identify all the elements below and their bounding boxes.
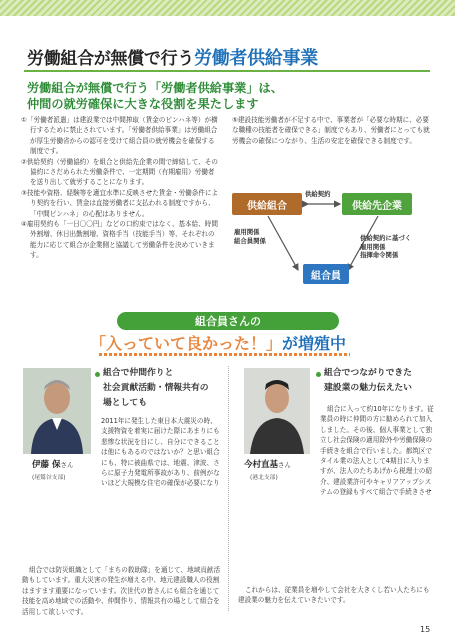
person1-bullet (95, 372, 100, 377)
person2-bullet (316, 372, 321, 377)
page-title (27, 44, 318, 70)
employment-arrow-left (268, 216, 298, 270)
employment-left-label (234, 228, 266, 245)
list-item: ②供給契約（労働協約）を組合と供給先企業の間で締結して、その協約にさだめられた労働条件で、一定期間（有期雇用）労働者を送り出して就労することになります。 (21, 157, 218, 187)
column-divider (228, 366, 230, 611)
right-column (232, 115, 432, 146)
person1-body2: 組合では防災組織として「まちの救助隊」を通じて、地域貢献活動もしています。重大災害の発生が増える中、地元建設職人の役割はますます重要になっています。次世代の皆さんにも組合を通じて技能を高め地域での活動や、仲間作り、情報共有の場として組合を活用して欲しいです。 (22, 566, 221, 616)
heading-underline (99, 353, 350, 356)
person2-body-lower (238, 498, 434, 570)
diagram-member-box: 組合員 (303, 264, 349, 284)
title-highlight: 労働者供給事業 (194, 48, 318, 69)
section-pill: 組合員さんの (117, 312, 339, 330)
diagram-union-box: 供給組合 (232, 193, 302, 215)
employment-left-line: 雇用関係 (234, 228, 260, 236)
person2-portrait (244, 368, 310, 454)
header-stripe (0, 0, 455, 16)
heading-line: 場としても (103, 398, 147, 408)
person1-heading (103, 366, 209, 411)
employment-right-line: 供給契約に基づく (360, 234, 412, 242)
list-item: ①「労働者派遣」は建設業では中間搾取（賃金のピンハネ等）が横行するために禁止されています。「労働者供給事業」は労働組合が厚生労働省からの認可を受けて組合員の就労機会を確保する制度です。 (21, 116, 218, 156)
heading-line: 建設業の魅力伝えたい (324, 383, 412, 393)
employment-right-label (360, 234, 411, 260)
diagram-client-box: 供給先企業 (342, 193, 412, 215)
supply-contract-label: 供給契約 (305, 190, 331, 198)
employment-right-line: 指揮命令関係 (360, 251, 399, 260)
page-number: 15 (420, 625, 431, 634)
subheading (27, 80, 427, 112)
section-heading (90, 331, 346, 354)
person1-honorific: さん (60, 461, 74, 469)
section-suffix: が増殖中 (282, 334, 347, 353)
section-quote: 「入っていて良かった！」 (90, 334, 283, 353)
person1-name (32, 458, 73, 470)
left-column (21, 115, 221, 261)
title-rule (24, 70, 430, 72)
heading-line: 社会貢献活動・情報共有の (103, 383, 209, 393)
employment-right-line: 雇用関係 (360, 242, 386, 251)
employment-left-line: 組合員関係 (234, 236, 266, 245)
person2-body2: これからは、従業員を増やして会社を大きくし若い人たちにも建設業の魅力を伝えていきたいです。 (238, 586, 430, 605)
person2-name (244, 458, 291, 470)
list-item: ⑤建設技能労働者が不足する中で、事業者が「必要な時期に、必要な職種の技能者を確保できる」制度でもあり、労働者にとっても就労機会の確保につながり、生活の安定を確保できる制度です。 (232, 116, 430, 145)
heading-line: 組合でつながりできた (324, 368, 412, 378)
person1-affiliation: (尾鷲谷支部) (32, 475, 66, 481)
person2-name-text: 今村直基 (244, 460, 279, 470)
person2-heading (324, 366, 412, 396)
person2-photo (244, 368, 310, 454)
subheading-line-2: 仲間の就労確保に大きな役割を果たします (27, 97, 259, 111)
person1-portrait (23, 368, 91, 454)
list-item: ④雇用契約も「一日〇〇円」などの口約束ではなく、基本給、時間外割増、休日出勤割増、資格手当（技能手当）等、それぞれの能力に応じて組合が企業側と協議して労働条件を決めていきます。 (21, 220, 218, 260)
heading-line: 組合で仲間作りと (103, 368, 174, 378)
person2-honorific: さん (278, 461, 292, 469)
person2-body-top: 組合に入って約10年になります。従業員の時に仲間の方に勧められて加入しました。その後、個人事業として独立し社会保険の適用除外や労働保険の手続きを組合で行いました。都筑区でタイル業の法人として4期目に入りますが、法人のたちあげから税理士の紹介、建設業許可やキャリアアップシステムの登録もすべて組合で手続きさせ (320, 405, 434, 497)
person1-body-lower (22, 494, 223, 564)
person1-name-text: 伊藤 保 (32, 460, 61, 470)
person2-affiliation: (港北支部) (250, 475, 278, 481)
person1-photo (23, 368, 91, 454)
list-item: ③技能や資格、経験等を適宜水準に反映させた賃金・労働条件により契約を行い、賃金は直接労働者に支払われる制度ですから、「中間ピンハネ」の心配はありません。 (21, 188, 219, 218)
subheading-line-1: 労働組合が無償で行う「労働者供給事業」は、 (27, 81, 283, 95)
title-prefix: 労働組合が無償で行う (27, 49, 194, 69)
person1-body-top: 2011年に発生した東日本大震災の時、支援物資を着実に届けた際にあまりにも悲惨な状況を目にし、自分にできることは他にもあるのではないか？と思い組合にも、特に被曲県では、地震、津波、さらに原子力発電所事故があり、前例がないほど大規模な住宅の確保が必要になり (101, 417, 220, 488)
